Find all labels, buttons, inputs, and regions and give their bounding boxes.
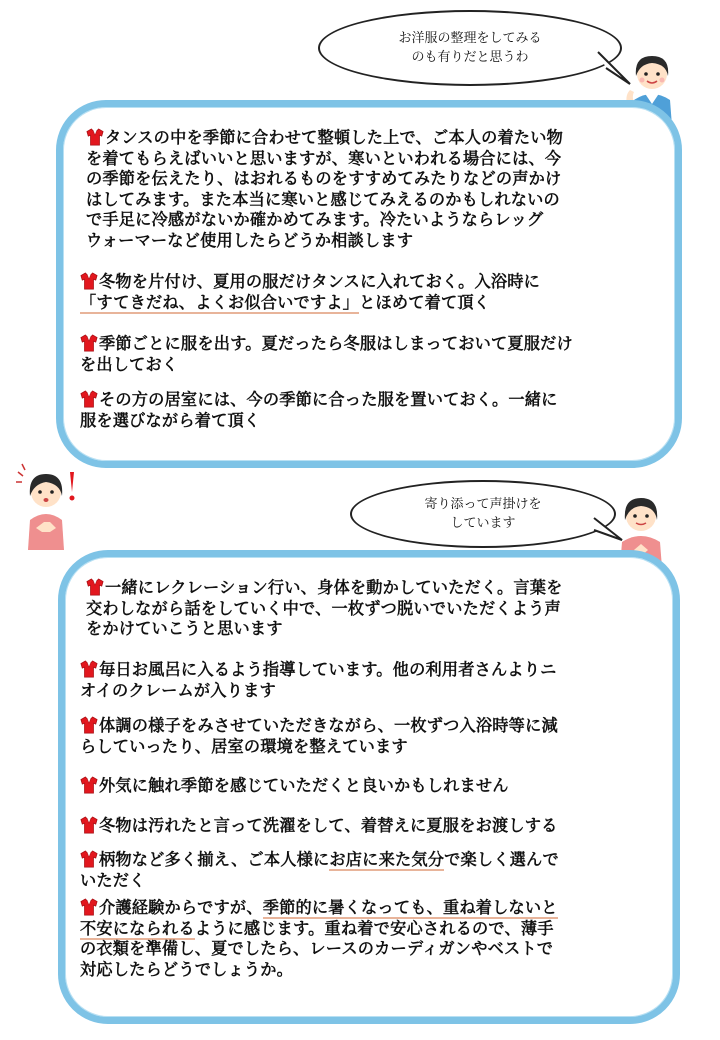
answer-item: 季節ごとに服を出す。夏だったら冬服はしまっておいて夏服だけ を出しておく: [80, 334, 573, 374]
shirt-icon: [80, 816, 98, 834]
answer-item: 冬物を片付け、夏用の服だけタンスに入れておく。入浴時に 「すてきだね、よくお似合いですよ」とほめて着て頂く: [80, 272, 541, 312]
shirt-icon: [80, 776, 98, 794]
answer-item: 冬物は汚れたと言って洗濯をして、着替えに夏服をお渡しする: [80, 816, 558, 837]
shirt-icon: [80, 334, 98, 352]
underlined-phrase: 不安になられる: [80, 918, 195, 938]
speech-line: のも有りだと思うわ: [411, 50, 529, 65]
shirt-icon: [86, 578, 104, 596]
answer-item: 外気に触れ季節を感じていただくと良いかもしれません: [80, 776, 509, 797]
speech-line: お洋服の整理をしてみる: [398, 31, 542, 46]
shirt-icon: [80, 272, 98, 290]
shirt-icon: [80, 898, 98, 916]
answer-item: 毎日お風呂に入るよう指導しています。他の利用者さんよりニ オイのクレームが入ります: [80, 660, 557, 700]
underlined-phrase: 季節的に暑くなっても、重ね着しないと: [262, 898, 558, 917]
answer-item: タンスの中を季節に合わせて整頓した上で、ご本人の着たい物 を着てもらえばいいと思いますが、寒いといわれる場合には、今 の季節を伝えたり、はおれるものをすすめてみたりなどの声かけ はしてみます。また本当に寒いと感じてみえるのかもしれないの で手足に冷感がないか確かめてみます。冷たいようならレッグ ウォーマーなど使用したらどうか相談します: [86, 128, 564, 250]
speech-bubble-top: [318, 10, 622, 86]
answer-item: 体調の様子をみさせていただきながら、一枚ずつ入浴時等に減 らしていったり、居室の環境を整えています: [80, 716, 558, 756]
underlined-phrase: お店に来た気分: [329, 850, 445, 869]
woman-surprised-illustration: [14, 458, 84, 550]
answer-item: 一緒にレクレーション行い、身体を動かしていただく。言葉を 交わしながら話をしていく中で、一枚ずつ脱いでいただくよう声 をかけていこうと思います: [86, 578, 563, 638]
answer-item: その方の居室には、今の季節に合った服を置いておく。一緒に 服を選びながら着て頂く: [80, 390, 558, 430]
speech-line: しています: [450, 516, 516, 531]
shirt-icon: [80, 390, 98, 408]
answer-item: 柄物など多く揃え、ご本人様にお店に来た気分で楽しく選んで いただく: [80, 850, 559, 890]
shirt-icon: [80, 850, 98, 868]
underlined-phrase: 「すてきだね、よくお似合いですよ」: [80, 292, 360, 312]
answer-item: 介護経験からですが、季節的に暑くなっても、重ね着しないと 不安になられるように感じます。重ね着で安心されるので、薄手 の衣類を準備し、夏でしたら、レースのカーディガンやベストで 対応したらどうでしょうか。: [80, 898, 558, 979]
shirt-icon: [86, 128, 104, 146]
speech-bubble-bottom: [350, 480, 616, 548]
shirt-icon: [80, 716, 98, 734]
speech-line: 寄り添って声掛けを: [424, 497, 542, 512]
shirt-icon: [80, 660, 98, 678]
